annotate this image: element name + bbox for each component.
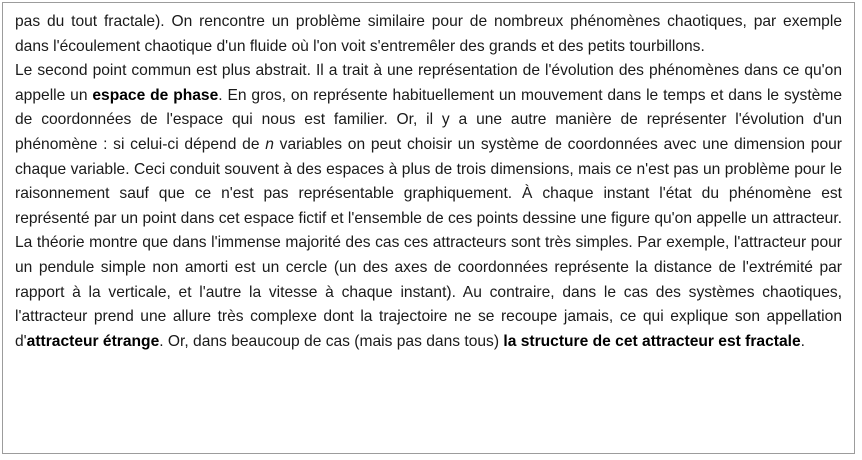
paragraph-2-text-4: . Or, dans beaucoup de cas (mais pas dans tous) bbox=[159, 332, 504, 350]
paragraph-2-text-1: Le second point commun est plus abstrait. Il a trait à une représentation de l'évolution des phénomènes dans ce qu'on appelle un bbox=[15, 62, 842, 104]
paragraph-2-text-3: variables on peut choisir un système de coordonnées avec une dimension pour chaque variable. Ceci conduit souvent à des espaces à plus de trois dimensions, mais ce n'est pas un problème pour le raisonnement sauf que ce n'est pas représentable graphiquement. À chaque instant l'état du phénomène est représenté par un point dans cet espace fictif et l'ensemble de ces points dessine une figure qu'on appelle un attracteur. La théorie montre que dans l'immense majorité des cas ces attracteurs sont très simples. Par exemple, l'attracteur pour un pendule simple non amorti est un cercle (un des axes de coordonnées représente la distance de l'extrémité par rapport à la verticale, et l'autre la vitesse à chaque instant). Au contraire, dans le cas des systèmes chaotiques, l'attracteur prend une allure très complexe dont la trajectoire ne se recoupe jamais, ce qui explique son appellation d' bbox=[15, 135, 842, 350]
paragraph-1: pas du tout fractale). On rencontre un problème similaire pour de nombreux phénomènes chaotiques, par exemple dans l'écoulement chaotique d'un fluide où l'on voit s'entremêler des grands et des petits tourbillons. bbox=[15, 13, 842, 55]
term-attracteur-etrange: attracteur étrange bbox=[26, 332, 160, 350]
paragraph-2 bbox=[15, 59, 842, 354]
paragraph-2-text-2: . En gros, on représente habituellement un mouvement dans le temps et dans le système de coordonnées de l'espace qui nous est familier. Or, il y a une autre manière de représenter l'évolution d'un phénomène : si celui-ci dépend de bbox=[15, 86, 842, 153]
conclusion-fractal-structure: la structure de cet attracteur est fractale bbox=[503, 332, 801, 350]
term-espace-de-phase: espace de phase bbox=[92, 86, 219, 104]
document-body bbox=[15, 10, 842, 354]
variable-n: n bbox=[265, 135, 274, 153]
text-box bbox=[2, 2, 855, 454]
paragraph-2-text-5: . bbox=[800, 332, 805, 350]
